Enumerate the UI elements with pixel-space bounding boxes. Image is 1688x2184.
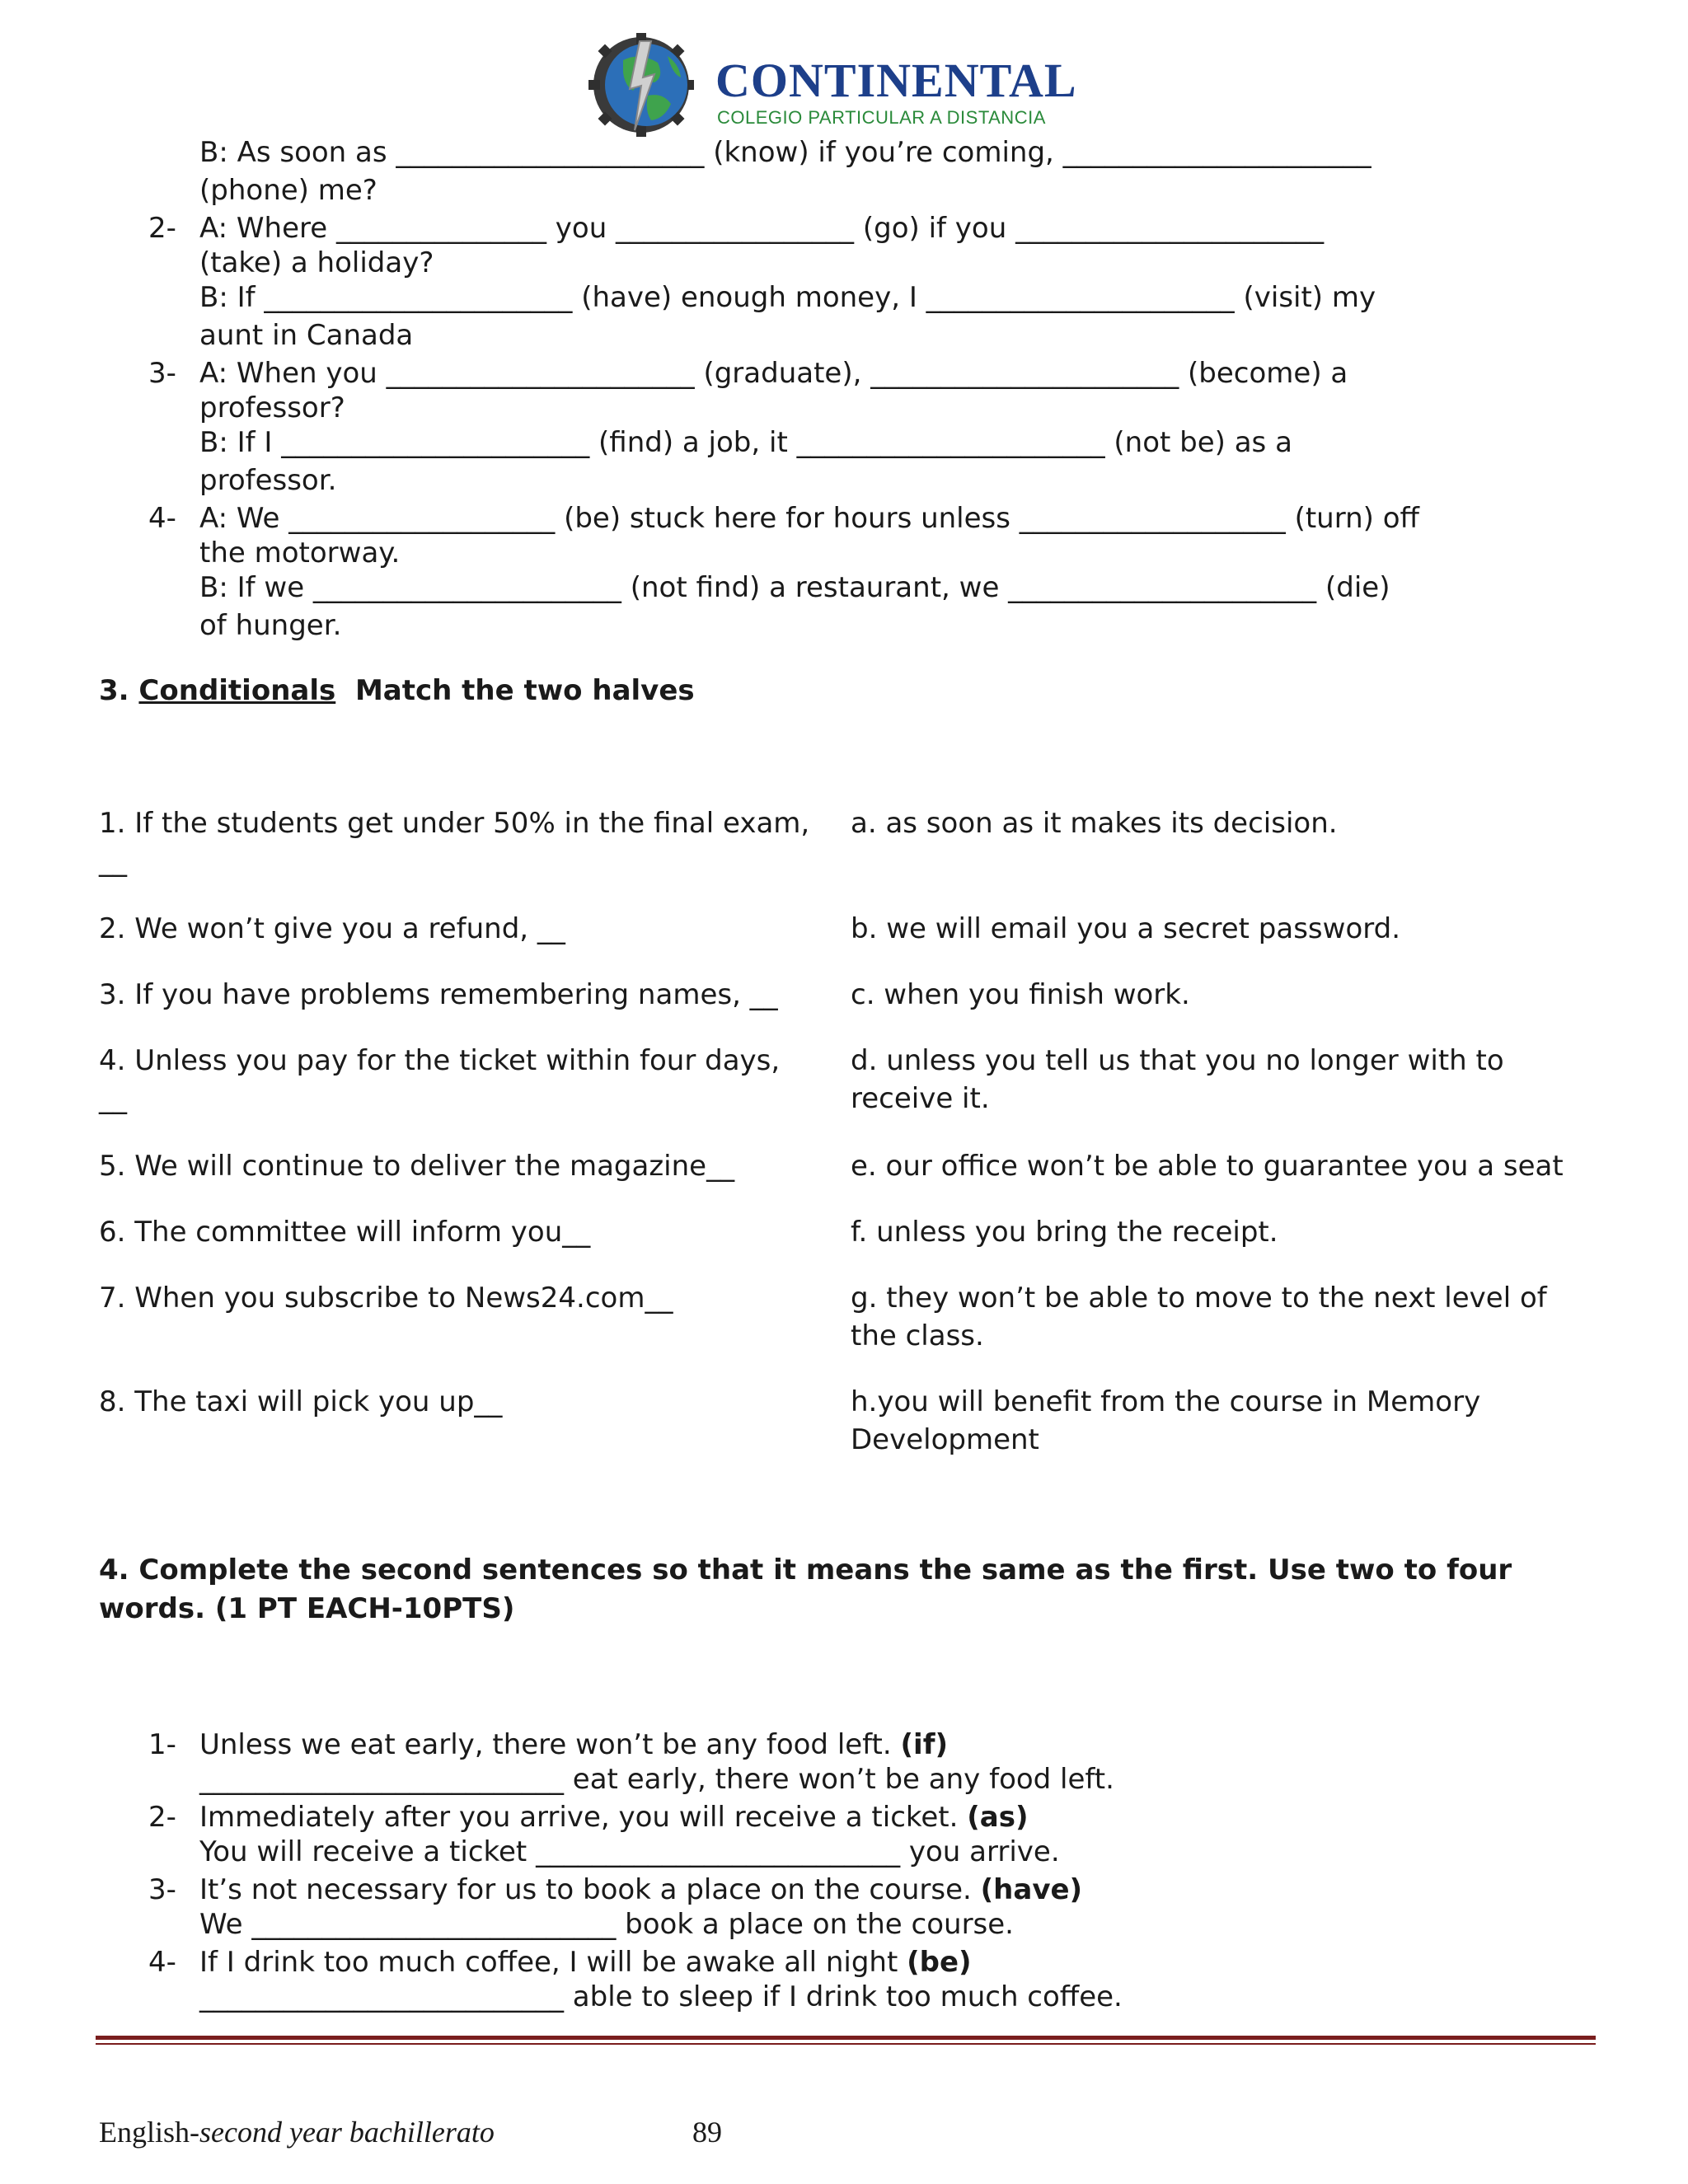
match-left-text: 4. Unless you pay for the ticket within four days, — [99, 1044, 781, 1077]
match-right-text: the class. — [851, 1319, 984, 1352]
rewrite-prompt — [199, 1943, 972, 1981]
match-left-item — [99, 804, 809, 880]
section-4-heading — [99, 1551, 1512, 1629]
prompt-text: If I drink too much coffee, I will be awake all night — [199, 1946, 898, 1979]
section-3-heading — [99, 672, 695, 710]
item-number: 1- — [148, 1728, 176, 1761]
exercise-line: (phone) me? — [199, 174, 377, 207]
match-left-text: 1. If the students get under 50% in the final exam, — [99, 807, 810, 840]
answer-blank: __ — [99, 845, 127, 878]
match-right-text: h.you will benefit from the course in Memory — [851, 1385, 1481, 1418]
match-right-text: e. our office won’t be able to guarantee you a seat — [851, 1150, 1564, 1183]
match-left-text: 5. We will continue to deliver the magazine__ — [99, 1150, 735, 1183]
exercise-line: (take) a holiday? — [199, 246, 434, 279]
exercise-line: B: If ______________________ (have) enough money, I ______________________ (visit) my — [199, 281, 1376, 314]
match-right-text: f. unless you bring the receipt. — [851, 1216, 1278, 1249]
match-right-text: receive it. — [851, 1082, 990, 1115]
match-right-text: d. unless you tell us that you no longer with to — [851, 1044, 1504, 1077]
rewrite-answer: __________________________ able to sleep if I drink too much coffee. — [199, 1980, 1123, 2013]
footer-subject-italic: second year bachillerato — [199, 2116, 495, 2149]
footer-rule — [96, 2036, 1596, 2040]
item-number: 4- — [148, 1946, 176, 1979]
match-left-item — [99, 1279, 673, 1317]
match-left-text: 3. If you have problems remembering names, __ — [99, 978, 778, 1011]
item-number: 3- — [148, 1873, 176, 1906]
match-right-item — [851, 976, 1190, 1014]
keyword: (be) — [907, 1946, 972, 1979]
item-number: 4- — [148, 502, 176, 535]
match-right-text: a. as soon as it makes its decision. — [851, 807, 1338, 840]
match-left-text: 7. When you subscribe to News24.com__ — [99, 1282, 673, 1315]
prompt-text: It’s not necessary for us to book a place on the course. — [199, 1873, 972, 1906]
match-right-item — [851, 804, 1338, 842]
match-right-item — [851, 1042, 1504, 1118]
footer-subject-text: English- — [99, 2116, 199, 2149]
item-number: 3- — [148, 357, 176, 390]
match-left-text: 6. The committee will inform you__ — [99, 1216, 591, 1249]
logo-wordmark: CONTINENTAL — [715, 54, 1077, 107]
exercise-line: professor? — [199, 391, 345, 424]
exercise-line: B: If I ______________________ (find) a job, it ______________________ (not be) as a — [199, 426, 1292, 459]
match-left-item — [99, 1383, 502, 1421]
footer-rule-thin — [96, 2043, 1596, 2045]
keyword: (as) — [967, 1801, 1029, 1834]
exercise-line: aunt in Canada — [199, 319, 414, 352]
match-right-text: b. we will email you a secret password. — [851, 912, 1401, 945]
match-right-text: c. when you finish work. — [851, 978, 1190, 1011]
section-title-underlined: Conditionals — [138, 674, 336, 707]
match-left-item — [99, 1147, 734, 1185]
prompt-text: Unless we eat early, there won’t be any food left. — [199, 1728, 892, 1761]
exercise-line: the motorway. — [199, 537, 401, 569]
rewrite-answer: You will receive a ticket __________________________ you arrive. — [199, 1835, 1060, 1868]
keyword: (if) — [900, 1728, 949, 1761]
exercise-line: B: If we ______________________ (not find) a restaurant, we ______________________ (die) — [199, 571, 1390, 604]
section-4-heading-line: words. (1 PT EACH-10PTS) — [99, 1592, 515, 1625]
match-right-text: Development — [851, 1423, 1039, 1456]
rewrite-answer: __________________________ eat early, there won’t be any food left. — [199, 1763, 1114, 1796]
section-4-heading-line: 4. Complete the second sentences so that it means the same as the first. Use two to four — [99, 1554, 1512, 1586]
footer-subject — [99, 2114, 495, 2150]
match-left-text: 2. We won’t give you a refund, __ — [99, 912, 565, 945]
school-logo — [582, 31, 1077, 138]
match-right-item — [851, 1279, 1547, 1355]
section-number: 3. — [99, 674, 129, 707]
exercise-line: A: When you ______________________ (graduate), ______________________ (become) a — [199, 357, 1348, 390]
rewrite-prompt — [199, 1871, 1082, 1909]
match-left-item — [99, 910, 565, 948]
section-title: Match the two halves — [354, 674, 695, 707]
match-right-item — [851, 910, 1400, 948]
exercise-line: A: Where _______________ you _________________ (go) if you ______________________ — [199, 212, 1325, 245]
match-right-item — [851, 1383, 1480, 1459]
answer-blank: __ — [99, 1082, 127, 1115]
exercise-line: B: As soon as ______________________ (know) if you’re coming, ______________________ — [199, 136, 1372, 169]
match-left-item — [99, 1042, 780, 1118]
page-number: 89 — [692, 2116, 722, 2149]
rewrite-answer: We __________________________ book a place on the course. — [199, 1908, 1014, 1941]
match-right-item — [851, 1147, 1564, 1185]
rewrite-prompt — [199, 1798, 1029, 1836]
rewrite-prompt — [199, 1726, 948, 1764]
globe-gear-icon — [582, 31, 714, 138]
item-number: 2- — [148, 1801, 176, 1834]
match-right-item — [851, 1213, 1278, 1251]
match-left-text: 8. The taxi will pick you up__ — [99, 1385, 503, 1418]
keyword: (have) — [980, 1873, 1083, 1906]
match-left-item — [99, 976, 778, 1014]
prompt-text: Immediately after you arrive, you will receive a ticket. — [199, 1801, 959, 1834]
exercise-line: of hunger. — [199, 609, 342, 642]
item-number: 2- — [148, 212, 176, 245]
match-right-text: g. they won’t be able to move to the next level of — [851, 1282, 1547, 1315]
exercise-line: A: We ___________________ (be) stuck here for hours unless ___________________ (turn) off — [199, 502, 1419, 535]
match-left-item — [99, 1213, 590, 1251]
logo-subtitle: COLEGIO PARTICULAR A DISTANCIA — [717, 107, 1046, 128]
exercise-line: professor. — [199, 464, 337, 497]
